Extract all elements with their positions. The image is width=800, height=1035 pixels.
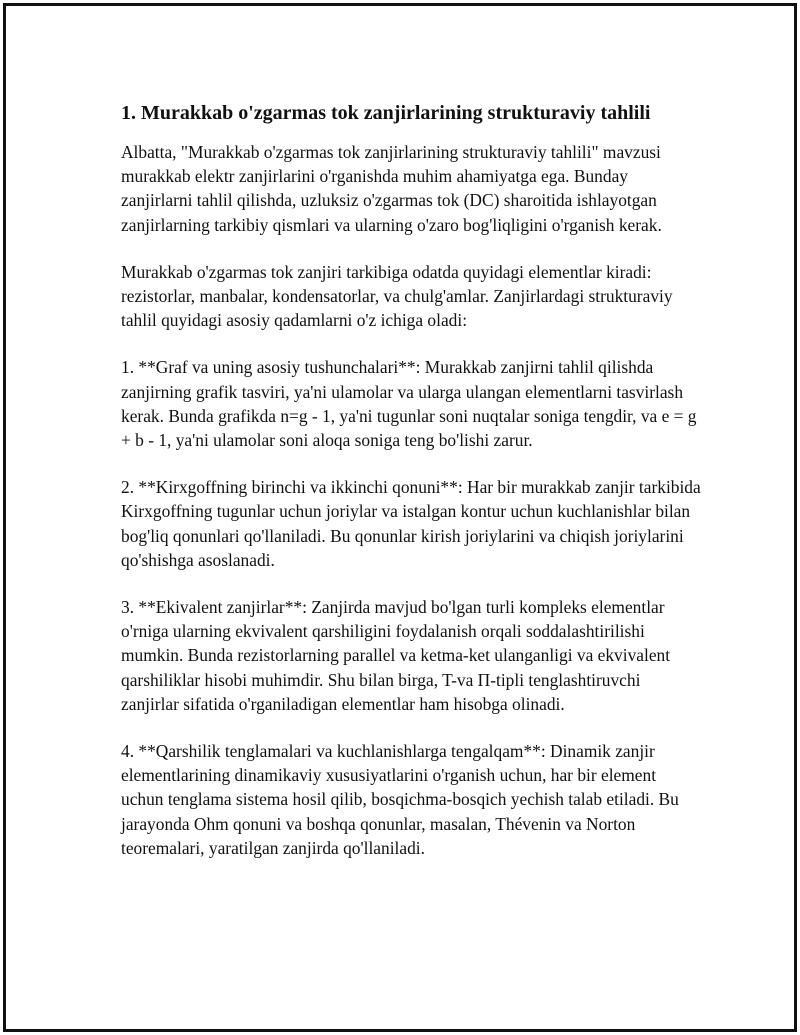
paragraph-equivalent: 3. **Ekivalent zanjirlar**: Zanjirda mavjud bo'lgan turli kompleks elementlar o'rniga ularning ekvivalent qarshiligini foydalanish orqali soddalashtirilishi mumkin. Bunda rezistorlarning parallel va ketma-ket ulanganligi va ekvivalent qarshiliklar hisobi muhimdir. Shu bilan birga, T-va Π-tipli tenglashtiruvchi zanjirlar sifatida o'rganiladigan elementlar ham hisobga olinadi. bbox=[121, 597, 671, 714]
paragraph-graph: 1. **Graf va uning asosiy tushunchalari**: Murakkab zanjirni tahlil qilishda zanjirning grafik tasviri, ya'ni ulamolar va ularga ulangan elementlarni tasvirlash kerak. Bunda grafikda n=g - 1, ya'ni tugunlar soni nuqtalar soniga tengdir, va e = g + b - 1, ya'ni ulamolar soni aloqa soniga teng bo'lishi zarur. bbox=[121, 357, 697, 451]
paragraph-equations: 4. **Qarshilik tenglamalari va kuchlanishlarga tengalqam**: Dinamik zanjir elementlarining dinamikaviy xususiyatlarini o'rganish uchun, har bir element uchun tenglama sistema hosil qilib, bosqichma-bosqich yechish talab etiladi. Bu jarayonda Ohm qonuni va boshqa qonunlar, masalan, Thévenin va Norton teoremalari, yaratilgan zanjirda qo'llaniladi. bbox=[121, 741, 679, 858]
paragraph-intro: Albatta, "Murakkab o'zgarmas tok zanjirlarining strukturaviy tahlili" mavzusi murakkab elektr zanjirlarini o'rganishda muhim ahamiyatga ega. Bunday zanjirlarni tahlil qilishda, uzluksiz o'zgarmas tok (DC) sharoitida ishlayotgan zanjirlarning tarkibiy qismlari va ularning o'zaro bog'liqligini o'rganish kerak. bbox=[121, 142, 662, 235]
document-body bbox=[121, 98, 701, 860]
document-title: 1. Murakkab o'zgarmas tok zanjirlarining strukturaviy tahlili bbox=[121, 102, 651, 124]
paragraph-kirchhoff: 2. **Kirxgoffning birinchi va ikkinchi qonuni**: Har bir murakkab zanjir tarkibida Kirxgoffning tugunlar uchun joriylar va istalgan kontur uchun kuchlanishlar bilan bog'liq qonunlari qo'llaniladi. Bu qonunlar kirish joriylarini va chiqish joriylarini qo'shishga asoslanadi. bbox=[121, 477, 701, 570]
page-frame bbox=[3, 3, 797, 1032]
paragraph-elements: Murakkab o'zgarmas tok zanjiri tarkibiga odatda quyidagi elementlar kiradi: rezistorlar, manbalar, kondensatorlar, va chulg'amlar. Zanjirlardagi strukturaviy tahlil quyidagi asosiy qadamlarni o'z ichiga oladi: bbox=[121, 261, 673, 331]
